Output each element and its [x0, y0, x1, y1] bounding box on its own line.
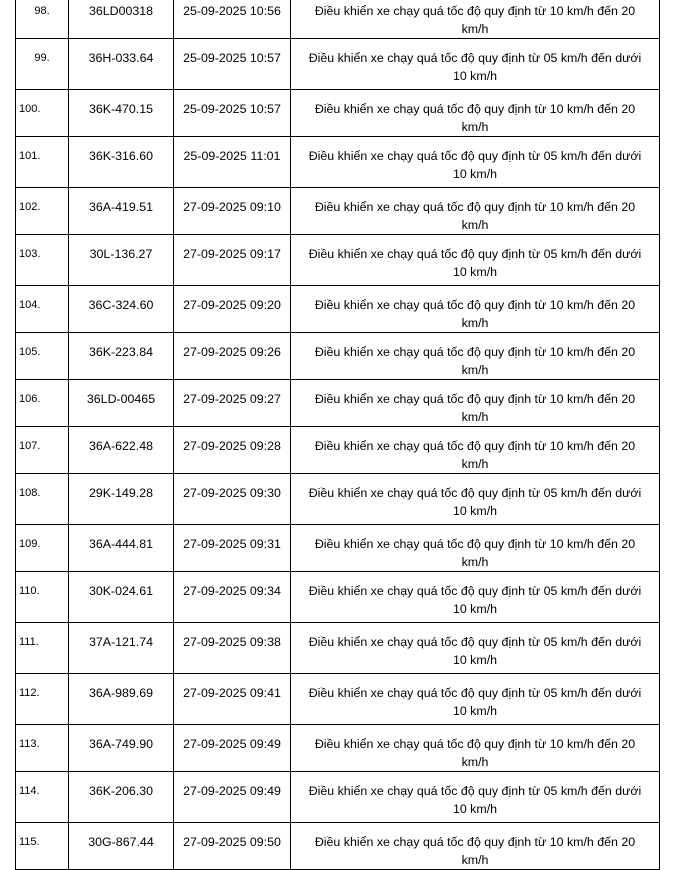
table-row	[16, 235, 660, 286]
plate-cell	[69, 286, 174, 333]
license-plate: 30G-867.44	[88, 835, 154, 849]
violation-description: Điều khiển xe chạy quá tốc độ quy định từ 05 km/h đến dưới 10 km/h	[308, 486, 642, 518]
row-number-cell	[16, 286, 69, 333]
plate-cell	[69, 772, 174, 823]
violation-description: Điều khiển xe chạy quá tốc độ quy định từ 05 km/h đến dưới 10 km/h	[308, 635, 642, 667]
time-cell	[174, 525, 291, 572]
violation-description: Điều khiển xe chạy quá tốc độ quy định từ 10 km/h đến 20 km/h	[314, 345, 636, 377]
violation-cell	[291, 525, 660, 572]
time-cell	[174, 286, 291, 333]
license-plate: 30K-024.61	[88, 584, 154, 598]
row-number-cell	[16, 772, 69, 823]
plate-cell	[69, 623, 174, 674]
violation-cell	[291, 333, 660, 380]
plate-cell	[69, 333, 174, 380]
violation-description: Điều khiển xe chạy quá tốc độ quy định từ 10 km/h đến 20 km/h	[314, 737, 636, 769]
plate-cell	[69, 572, 174, 623]
violation-cell	[291, 772, 660, 823]
violation-time: 27-09-2025 09:10	[183, 200, 281, 214]
row-number: 107.	[19, 440, 41, 452]
time-cell	[174, 772, 291, 823]
table-row	[16, 427, 660, 474]
violation-time: 27-09-2025 09:28	[183, 439, 281, 453]
row-number: 106.	[19, 393, 41, 405]
table-row	[16, 0, 660, 39]
plate-cell	[69, 674, 174, 725]
violation-description: Điều khiển xe chạy quá tốc độ quy định từ 05 km/h đến dưới 10 km/h	[308, 149, 642, 181]
table-row	[16, 137, 660, 188]
row-number-cell	[16, 380, 69, 427]
table-row	[16, 474, 660, 525]
time-cell	[174, 474, 291, 525]
row-number-cell	[16, 427, 69, 474]
time-cell	[174, 427, 291, 474]
license-plate: 36LD-00465	[86, 392, 156, 406]
table-row	[16, 39, 660, 90]
violation-time: 27-09-2025 09:20	[183, 298, 281, 312]
violation-description: Điều khiển xe chạy quá tốc độ quy định từ 05 km/h đến dưới 10 km/h	[308, 584, 642, 616]
table-row	[16, 525, 660, 572]
plate-cell	[69, 137, 174, 188]
row-number-cell	[16, 333, 69, 380]
row-number: 104.	[19, 299, 41, 311]
violation-description: Điều khiển xe chạy quá tốc độ quy định từ 05 km/h đến dưới 10 km/h	[308, 784, 642, 816]
time-cell	[174, 235, 291, 286]
license-plate: 36A-444.81	[88, 537, 154, 551]
violation-cell	[291, 90, 660, 137]
violation-time: 27-09-2025 09:50	[183, 835, 281, 849]
violation-time: 25-09-2025 10:57	[183, 102, 281, 116]
violation-time: 25-09-2025 11:01	[183, 149, 281, 163]
license-plate: 36H-033.64	[88, 51, 154, 65]
license-plate: 36C-324.60	[88, 298, 154, 312]
table-row	[16, 623, 660, 674]
row-number: 112.	[19, 687, 40, 699]
row-number-cell	[16, 39, 69, 90]
violation-cell	[291, 725, 660, 772]
plate-cell	[69, 427, 174, 474]
violation-cell	[291, 39, 660, 90]
violation-time: 25-09-2025 10:56	[183, 4, 281, 18]
table-row	[16, 674, 660, 725]
violation-time: 27-09-2025 09:31	[183, 537, 281, 551]
row-number: 114.	[19, 785, 40, 797]
row-number-cell	[16, 674, 69, 725]
violation-description: Điều khiển xe chạy quá tốc độ quy định từ 10 km/h đến 20 km/h	[314, 392, 636, 424]
violation-time: 27-09-2025 09:17	[183, 247, 281, 261]
violation-cell	[291, 823, 660, 870]
row-number-cell	[16, 823, 69, 870]
row-number-cell	[16, 0, 69, 39]
violation-cell	[291, 674, 660, 725]
row-number: 111.	[19, 636, 39, 648]
time-cell	[174, 39, 291, 90]
violation-description: Điều khiển xe chạy quá tốc độ quy định từ 10 km/h đến 20 km/h	[314, 102, 636, 134]
time-cell	[174, 137, 291, 188]
table-row	[16, 90, 660, 137]
violation-description: Điều khiển xe chạy quá tốc độ quy định từ 10 km/h đến 20 km/h	[314, 298, 636, 330]
violation-time: 27-09-2025 09:49	[183, 737, 281, 751]
row-number: 108.	[19, 487, 41, 499]
table-row	[16, 380, 660, 427]
time-cell	[174, 0, 291, 39]
row-number-cell	[16, 474, 69, 525]
row-number: 113.	[19, 738, 40, 750]
table-row	[16, 572, 660, 623]
plate-cell	[69, 823, 174, 870]
row-number: 110.	[19, 585, 40, 597]
license-plate: 36A-622.48	[88, 439, 154, 453]
license-plate: 30L-136.27	[89, 247, 153, 261]
row-number-cell	[16, 525, 69, 572]
row-number: 115.	[19, 836, 40, 848]
license-plate: 36K-206.30	[88, 784, 154, 798]
violation-cell	[291, 286, 660, 333]
plate-cell	[69, 525, 174, 572]
violation-description: Điều khiển xe chạy quá tốc độ quy định từ 10 km/h đến 20 km/h	[314, 200, 636, 232]
license-plate: 36A-419.51	[88, 200, 154, 214]
violation-time: 27-09-2025 09:27	[183, 392, 281, 406]
violation-description: Điều khiển xe chạy quá tốc độ quy định từ 10 km/h đến 20 km/h	[314, 439, 636, 471]
violation-cell	[291, 137, 660, 188]
plate-cell	[69, 188, 174, 235]
violation-time: 27-09-2025 09:41	[183, 686, 281, 700]
violation-time: 27-09-2025 09:34	[183, 584, 281, 598]
time-cell	[174, 674, 291, 725]
row-number-cell	[16, 572, 69, 623]
violation-description: Điều khiển xe chạy quá tốc độ quy định từ 10 km/h đến 20 km/h	[314, 835, 636, 867]
violation-cell	[291, 235, 660, 286]
row-number: 100.	[19, 103, 41, 115]
violation-cell	[291, 380, 660, 427]
time-cell	[174, 90, 291, 137]
table-row	[16, 823, 660, 870]
violation-cell	[291, 427, 660, 474]
plate-cell	[69, 39, 174, 90]
violation-description: Điều khiển xe chạy quá tốc độ quy định từ 10 km/h đến 20 km/h	[314, 537, 636, 569]
violation-cell	[291, 0, 660, 39]
plate-cell	[69, 725, 174, 772]
license-plate: 36K-316.60	[88, 149, 154, 163]
row-number: 105.	[19, 346, 41, 358]
license-plate: 36A-749.90	[88, 737, 154, 751]
table-row	[16, 286, 660, 333]
time-cell	[174, 823, 291, 870]
violations-table	[15, 0, 660, 870]
violation-cell	[291, 474, 660, 525]
violation-time: 27-09-2025 09:26	[183, 345, 281, 359]
row-number-cell	[16, 137, 69, 188]
time-cell	[174, 572, 291, 623]
row-number: 102.	[19, 201, 41, 213]
table-row	[16, 725, 660, 772]
violation-cell	[291, 623, 660, 674]
row-number-cell	[16, 90, 69, 137]
plate-cell	[69, 380, 174, 427]
violation-cell	[291, 572, 660, 623]
row-number-cell	[16, 188, 69, 235]
violation-cell	[291, 188, 660, 235]
row-number-cell	[16, 235, 69, 286]
row-number: 101.	[19, 150, 41, 162]
table-row	[16, 772, 660, 823]
row-number: 109.	[19, 538, 41, 550]
violation-description: Điều khiển xe chạy quá tốc độ quy định từ 05 km/h đến dưới 10 km/h	[308, 686, 642, 718]
time-cell	[174, 623, 291, 674]
plate-cell	[69, 235, 174, 286]
violation-time: 27-09-2025 09:49	[183, 784, 281, 798]
license-plate: 36K-223.84	[88, 345, 154, 359]
violation-description: Điều khiển xe chạy quá tốc độ quy định từ 05 km/h đến dưới 10 km/h	[308, 247, 642, 279]
license-plate: 36LD00318	[88, 4, 154, 18]
plate-cell	[69, 0, 174, 39]
license-plate: 36K-470.15	[88, 102, 154, 116]
time-cell	[174, 333, 291, 380]
row-number-cell	[16, 623, 69, 674]
table-row	[16, 333, 660, 380]
time-cell	[174, 188, 291, 235]
license-plate: 36A-989.69	[88, 686, 154, 700]
violation-time: 27-09-2025 09:30	[183, 486, 281, 500]
row-number-cell	[16, 725, 69, 772]
time-cell	[174, 725, 291, 772]
license-plate: 29K-149.28	[88, 486, 154, 500]
violation-time: 27-09-2025 09:38	[183, 635, 281, 649]
row-number: 98.	[34, 5, 50, 17]
plate-cell	[69, 474, 174, 525]
time-cell	[174, 380, 291, 427]
row-number: 103.	[19, 248, 41, 260]
violation-description: Điều khiển xe chạy quá tốc độ quy định từ 05 km/h đến dưới 10 km/h	[308, 51, 642, 83]
row-number: 99.	[34, 52, 50, 64]
license-plate: 37A-121.74	[88, 635, 154, 649]
plate-cell	[69, 90, 174, 137]
violation-time: 25-09-2025 10:57	[183, 51, 281, 65]
table-row	[16, 188, 660, 235]
violation-description: Điều khiển xe chạy quá tốc độ quy định từ 10 km/h đến 20 km/h	[314, 4, 636, 36]
